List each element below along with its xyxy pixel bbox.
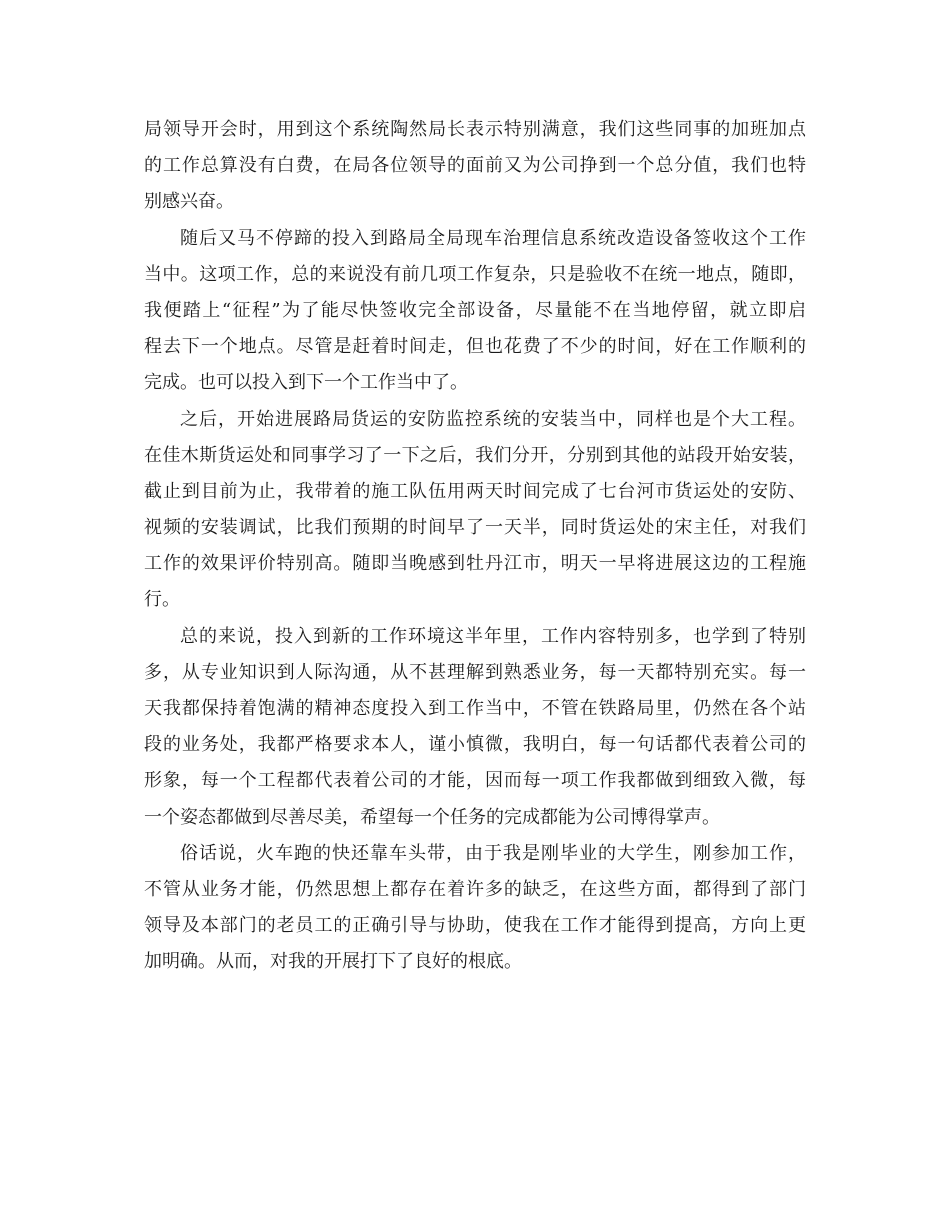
text-line: 领导及本部门的老员工的正确引导与协助，使我在工作才能得到提高，方向上更: [144, 915, 806, 937]
text-line: 俗话说，火车跑的快还靠车头带，由于我是刚毕业的大学生，刚参加工作，: [180, 842, 806, 864]
text-line: 不管从业务才能，仍然思想上都存在着许多的缺乏，在这些方面，都得到了部门: [144, 878, 806, 900]
text-line: 完成。也可以投入到下一个工作当中了。: [144, 372, 468, 394]
text-line: 局领导开会时，用到这个系统陶然局长表示特别满意，我们这些同事的加班加点: [144, 119, 806, 140]
text-line: 视频的安装调试，比我们预期的时间早了一天半，同时货运处的宋主任，对我们: [144, 517, 806, 539]
text-line: 截止到目前为止，我带着的施工队伍用两天时间完成了七台河市货运处的安防、: [144, 480, 806, 502]
text-line: 段的业务处，我都严格要求本人，谨小慎微，我明白，每一句话都代表着公司的: [144, 734, 806, 756]
text-line: 别感兴奋。: [144, 191, 234, 213]
paragraph: [144, 402, 806, 619]
text-line: 的工作总算没有白费，在局各位领导的面前又为公司挣到一个总分值，我们也特: [144, 155, 806, 177]
text-line: 天我都保持着饱满的精神态度投入到工作当中，不管在铁路局里，仍然在各个站: [144, 698, 806, 719]
text-line: 一个姿态都做到尽善尽美，希望每一个任务的完成都能为公司博得掌声。: [144, 806, 720, 828]
text-line: 之后，开始进展路局货运的安防监控系统的安装当中，同样也是个大工程。: [180, 408, 806, 430]
text-line: 当中。这项工作，总的来说没有前几项工作复杂，只是验收不在统一地点，随即，: [144, 263, 806, 285]
text-line: 总的来说，投入到新的工作环境这半年里，工作内容特别多，也学到了特别: [180, 625, 806, 647]
text-line: 工作的效果评价特别高。随即当晚感到牡丹江市，明天一早将进展这边的工程施: [144, 553, 806, 575]
paragraph: [144, 221, 806, 402]
text-line: 行。: [144, 589, 180, 611]
text-line: 程去下一个地点。尽管是赶着时间走，但也花费了不少的时间，好在工作顺利的: [144, 336, 806, 358]
text-line: 在佳木斯货运处和同事学习了一下之后，我们分开，分别到其他的站段开始安装，: [144, 444, 806, 466]
paragraph: [144, 836, 806, 981]
text-line: 加明确。从而，对我的开展打下了良好的根底。: [144, 951, 522, 973]
text-line: 多，从专业知识到人际沟通，从不甚理解到熟悉业务，每一天都特别充实。每一: [144, 661, 806, 683]
paragraph: [144, 619, 806, 836]
document-body: [144, 112, 806, 981]
paragraph: [144, 112, 806, 221]
text-line: 形象，每一个工程都代表着公司的才能，因而每一项工作我都做到细致入微，每: [144, 770, 806, 792]
text-line: 我便踏上“征程”为了能尽快签收完全部设备，尽量能不在当地停留，就立即启: [144, 299, 806, 321]
text-line: 随后又马不停蹄的投入到路局全局现车治理信息系统改造设备签收这个工作: [180, 227, 806, 249]
